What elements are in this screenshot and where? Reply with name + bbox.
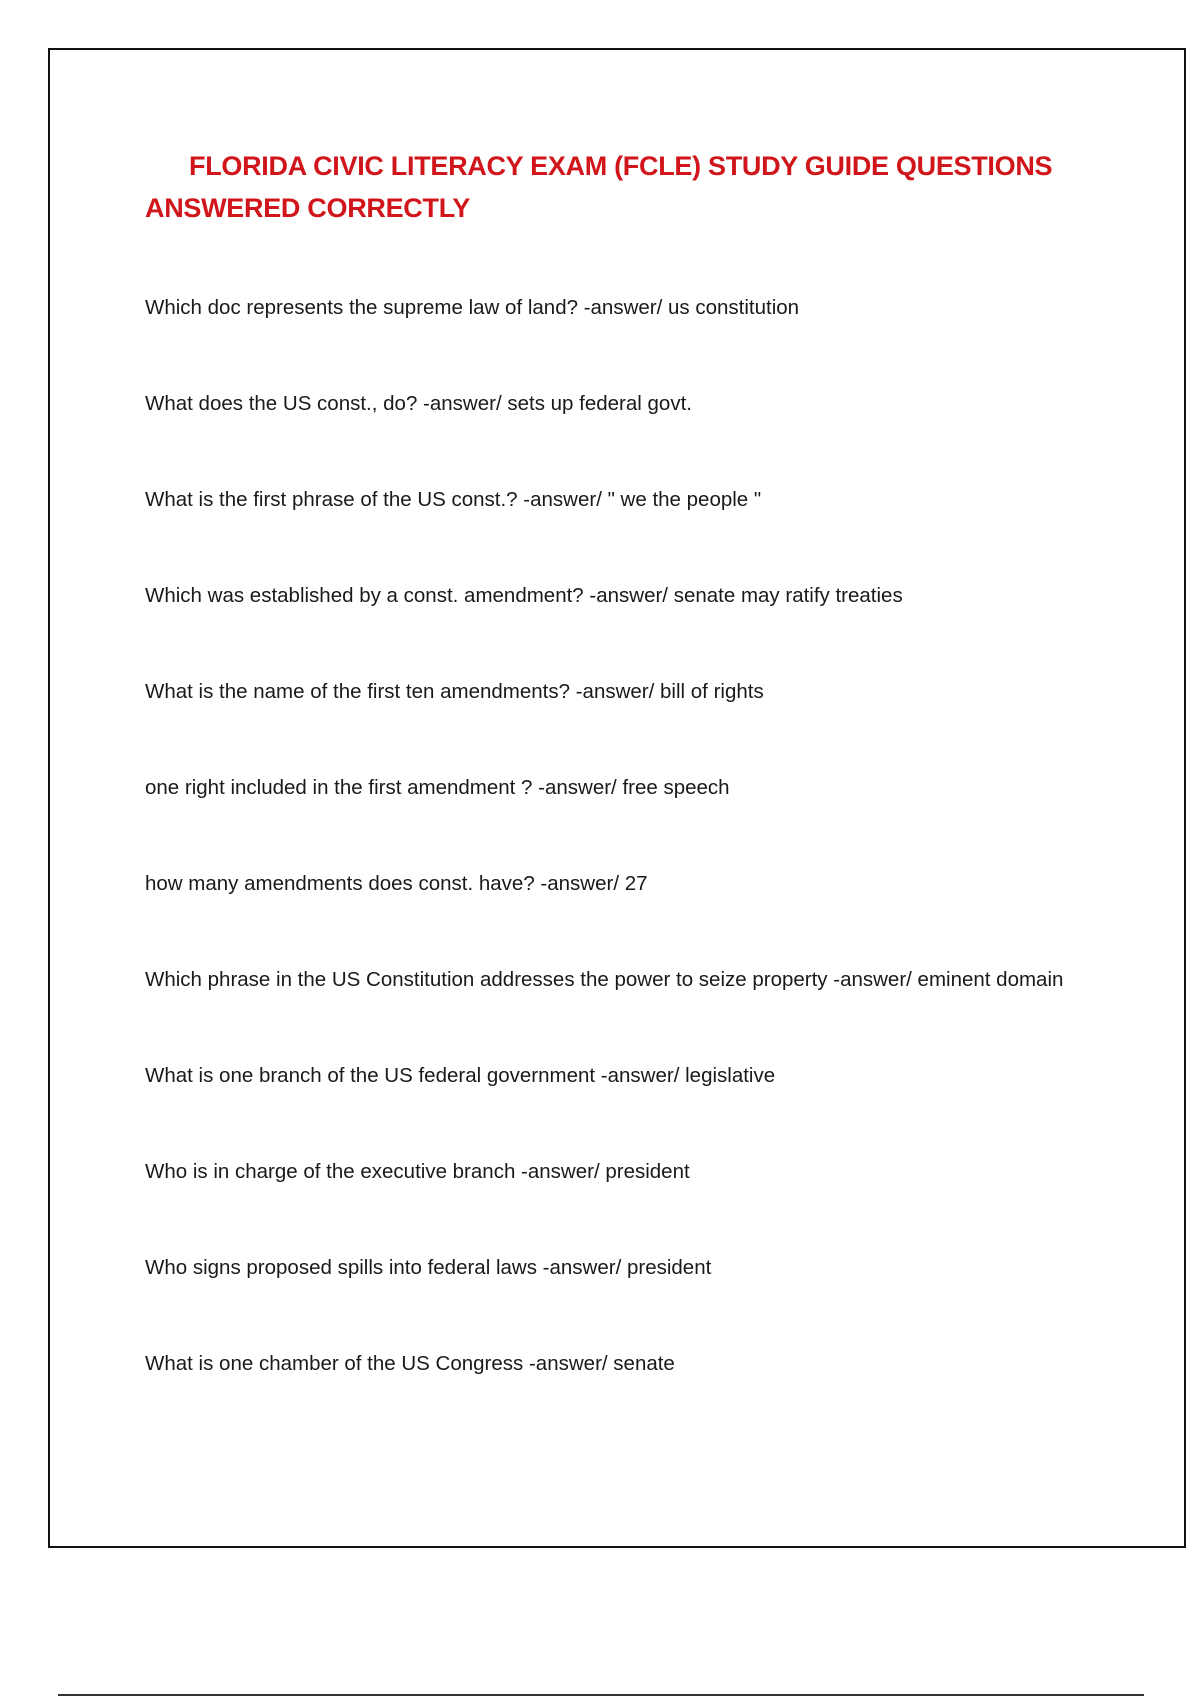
document-title: FLORIDA CIVIC LITERACY EXAM (FCLE) STUDY GUIDE QUESTIONS ANSWERED CORRECTLY — [145, 151, 1053, 223]
qa-item: Which doc represents the supreme law of land? -answer/ us constitution — [145, 296, 800, 319]
qa-item: one right included in the first amendment ? -answer/ free speech — [145, 776, 730, 799]
qa-item: Which phrase in the US Constitution addresses the power to seize property -answer/ eminent domain — [145, 968, 1064, 991]
qa-item: What does the US const., do? -answer/ sets up federal govt. — [145, 392, 692, 415]
qa-item: Who is in charge of the executive branch -answer/ president — [145, 1160, 690, 1183]
qa-list — [145, 292, 1085, 1380]
qa-item: Who signs proposed spills into federal laws -answer/ president — [145, 1256, 712, 1279]
bottom-divider — [58, 1694, 1144, 1696]
qa-item: What is one chamber of the US Congress -answer/ senate — [145, 1352, 675, 1375]
qa-item: Which was established by a const. amendment? -answer/ senate may ratify treaties — [145, 584, 903, 607]
qa-item: What is the name of the first ten amendments? -answer/ bill of rights — [145, 680, 764, 703]
qa-item: What is the first phrase of the US const.? -answer/ " we the people " — [145, 488, 762, 511]
qa-item: What is one branch of the US federal government -answer/ legislative — [145, 1064, 776, 1087]
qa-item: how many amendments does const. have? -answer/ 27 — [145, 872, 648, 895]
